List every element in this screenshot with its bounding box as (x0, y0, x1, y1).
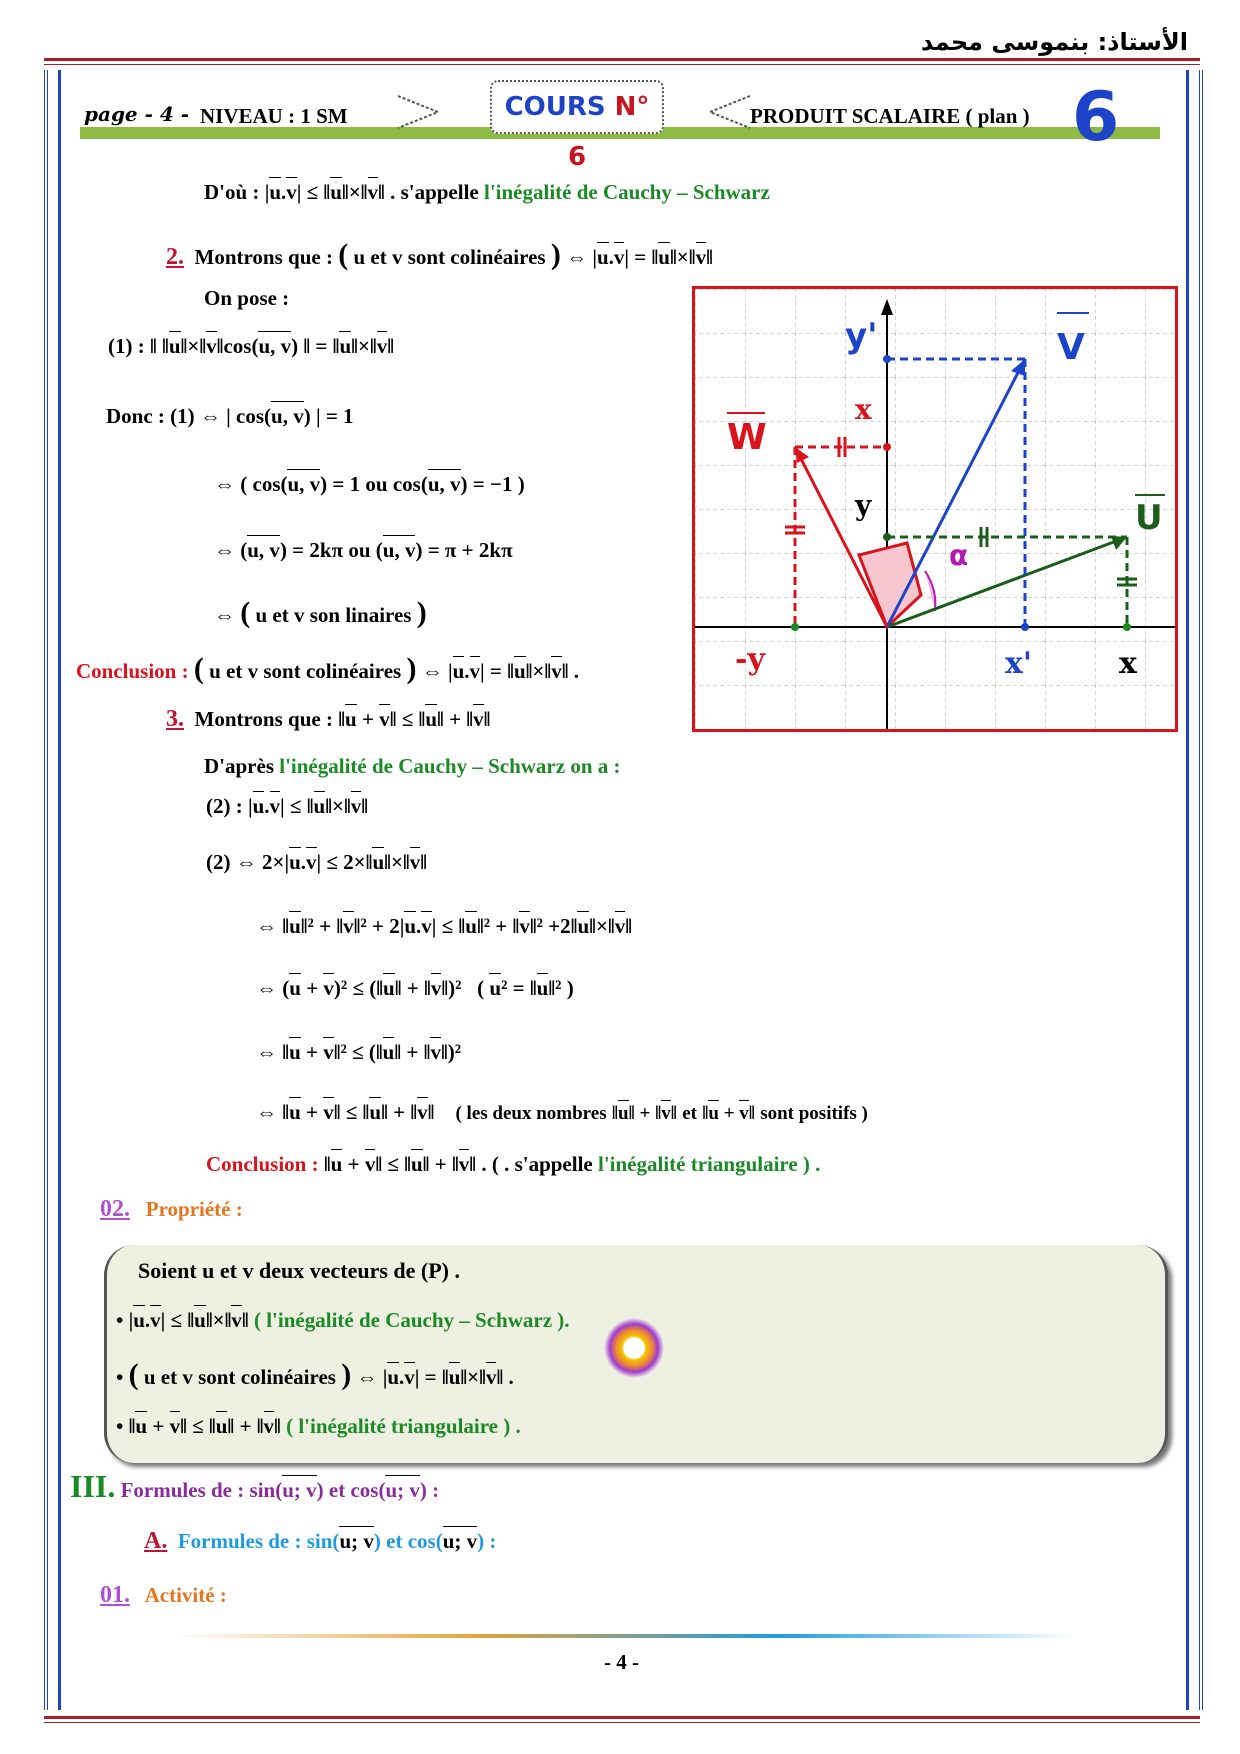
property-bullet-2: • ( u et v sont colinéaires ) ⇔ |u.v| = ‖u‖×‖v‖ . (116, 1358, 514, 1391)
line-montrons-2: 2. Montrons que : ( u et v sont colinéaires ) ⇔ |u.v| = ‖u‖×‖v‖ (166, 238, 713, 271)
label-W: W (727, 417, 767, 458)
donc-equation: Donc : (1) ⇔ | cos(u, v) | = 1 (106, 404, 354, 428)
vector-diagram-svg (695, 289, 1175, 729)
label-xp: x' (1005, 646, 1033, 681)
point-y (883, 533, 891, 541)
equation-triangle: ⇔ ‖u + v‖ ≤ ‖u‖ + ‖v‖ ( les deux nombres ‖u‖ + ‖v‖ et ‖u + v‖ sont positifs ) (256, 1100, 868, 1124)
top-divider-thin (44, 64, 1200, 65)
point-x-red (883, 443, 891, 451)
section-01-heading: 01. Activité : (100, 1582, 227, 1608)
bottom-divider-thin (44, 1722, 1200, 1723)
page-number: - 4 - (604, 1650, 639, 1674)
author-name: الأستاذ: بنموسى محمد (920, 28, 1188, 56)
section-3-heading: III. Formules de : sin(u; v) et cos(u; v) : (70, 1468, 440, 1504)
page-label: page - 4 - (84, 102, 190, 126)
section-A-heading: A. Formules de : sin(u; v) et cos(u; v) : (144, 1528, 497, 1554)
point-x (1123, 623, 1131, 631)
point-xp (1021, 623, 1029, 631)
right-frame (1186, 70, 1203, 1710)
point-neg-y (791, 623, 799, 631)
equation-sum-square: ⇔ (u + v)² ≤ (‖u‖ + ‖v‖)² ( u² = ‖u‖² ) (256, 976, 574, 1000)
equivalence-linaires: ⇔ ( u et v son linaires ) (214, 596, 427, 629)
cours-label: COURS (504, 92, 606, 122)
equivalence-angle: ⇔ (u, v) = 2kπ ou (u, v) = π + 2kπ (214, 538, 513, 562)
item-number-2: 2. (166, 244, 184, 270)
left-frame (44, 70, 61, 1710)
label-neg-y: -y (735, 642, 765, 677)
equation-1: (1) : ‖ ‖u‖×‖v‖cos(u, v) ‖ = ‖u‖×‖v‖ (108, 334, 395, 358)
top-divider (44, 58, 1200, 61)
conclusion-triangle: Conclusion : ‖u + v‖ ≤ ‖u‖ + ‖v‖ . ( . s'appelle l'inégalité triangulaire ) . (206, 1152, 821, 1176)
equation-2: (2) : |u.v| ≤ ‖u‖×‖v‖ (206, 794, 369, 818)
chapter-title: PRODUIT SCALAIRE ( plan ) (750, 104, 1030, 128)
header-arrow-left (398, 92, 488, 132)
grid (695, 289, 1175, 729)
equation-2-times-2: (2) ⇔ 2×|u.v| ≤ 2×‖u‖×‖v‖ (206, 850, 428, 874)
label-x: x (1119, 646, 1137, 681)
equation-squares: ⇔ ‖u‖² + ‖v‖² + 2|u.v| ≤ ‖u‖² + ‖v‖² +2‖u‖×‖v‖ (256, 914, 633, 938)
label-y: y (855, 489, 872, 522)
conclusion-colinear: Conclusion : ( u et v sont colinéaires ) ⇔ |u.v| = ‖u‖×‖v‖ . (76, 652, 580, 685)
dapres-line: D'après l'inégalité de Cauchy – Schwarz on a : (204, 754, 621, 778)
cours-number: N° 6 (567, 92, 650, 172)
item-number-3: 3. (166, 706, 184, 732)
level-label: NIVEAU : 1 SM (200, 104, 348, 128)
line-cauchy-result: D'où : |u.v| ≤ ‖u‖×‖v‖ . s'appelle l'inégalité de Cauchy – Schwarz (204, 180, 770, 204)
chapter-logo: 6 (1072, 78, 1120, 157)
section-02-heading: 02. Propriété : (100, 1196, 243, 1222)
bottom-divider (44, 1716, 1200, 1719)
label-x-red: x (855, 393, 872, 426)
cours-badge (490, 80, 664, 172)
equivalence-cos: ⇔ ( cos(u, v) = 1 ou cos(u, v) = −1 ) (214, 472, 525, 496)
decorative-sun-icon (604, 1318, 664, 1378)
property-intro: Soient u et v deux vecteurs de (P) . (138, 1258, 461, 1283)
label-yp: y' (845, 316, 878, 356)
property-bullet-1: • |u.v| ≤ ‖u‖×‖v‖ ( l'inégalité de Cauchy – Schwarz ). (116, 1308, 570, 1332)
equation-norm-square: ⇔ ‖u + v‖² ≤ (‖u‖ + ‖v‖)² (256, 1040, 462, 1064)
on-pose: On pose : (204, 286, 290, 310)
footer-divider (176, 1634, 1076, 1638)
header-arrow-right (680, 92, 760, 132)
point-yp (883, 355, 891, 363)
label-U: U (1135, 498, 1163, 538)
label-alpha: α (949, 539, 969, 572)
property-bullet-3: • ‖u + v‖ ≤ ‖u‖ + ‖v‖ ( l'inégalité triangulaire ) . (116, 1414, 521, 1438)
label-V: V (1057, 327, 1085, 368)
line-montrons-3: 3. Montrons que : ‖u + v‖ ≤ ‖u‖ + ‖v‖ (166, 706, 491, 732)
vector-diagram (692, 286, 1178, 732)
